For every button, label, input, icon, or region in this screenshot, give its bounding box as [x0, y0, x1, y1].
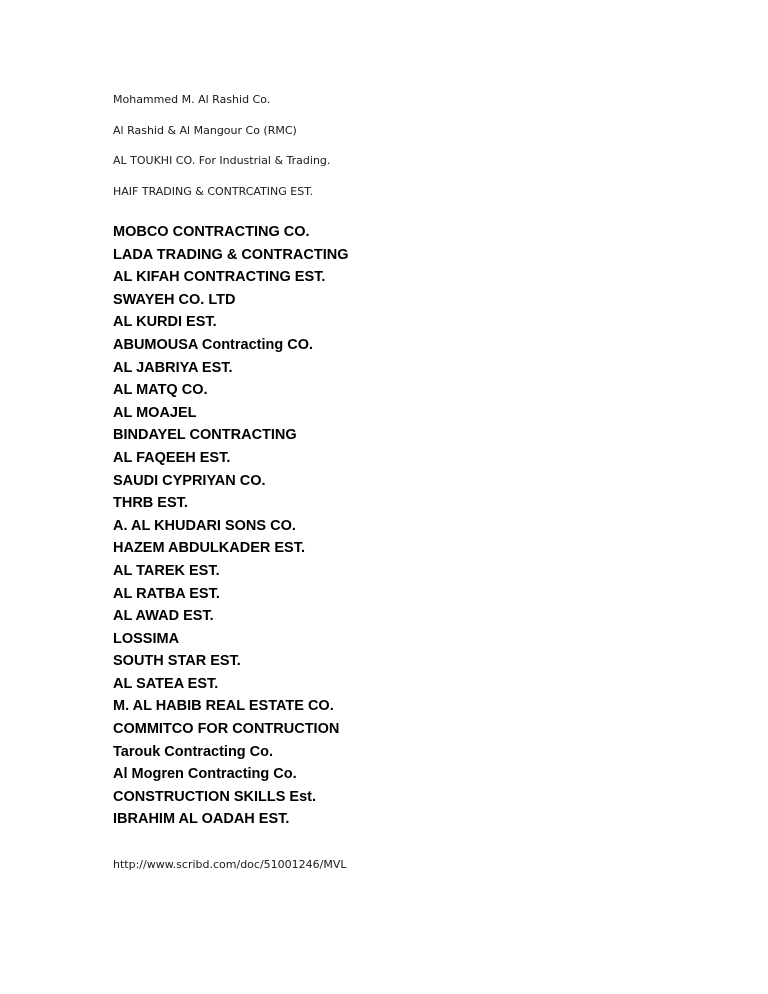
company-list-item: AL TAREK EST.	[113, 562, 220, 579]
company-list-item: A. AL KHUDARI SONS CO.	[113, 517, 296, 534]
company-list-item: AL SATEA EST.	[113, 675, 219, 692]
company-list-item: AL AWAD EST.	[113, 608, 214, 625]
company-list	[113, 222, 348, 832]
company-list-item: AL MATQ CO.	[113, 382, 208, 399]
company-list-item: MOBCO CONTRACTING CO.	[113, 224, 310, 240]
intro-company-list	[113, 91, 330, 213]
company-list-item: M. AL HABIB REAL ESTATE CO.	[113, 698, 334, 715]
company-list-item: ABUMOUSA Contracting CO.	[113, 336, 314, 353]
source-url: http://www.scribd.com/doc/51001246/MVL	[113, 858, 347, 871]
company-list-item: SWAYEH CO. LTD	[113, 291, 236, 308]
intro-list-item: HAIF TRADING & CONTRCATING EST.	[113, 184, 314, 198]
company-list-item: COMMITCO FOR CONTRUCTION	[113, 721, 340, 738]
company-list-item: AL RATBA EST.	[113, 585, 220, 602]
intro-list-item: Al Rashid & Al Mangour Co (RMC)	[113, 123, 297, 137]
company-list-item: AL JABRIYA EST.	[113, 359, 233, 376]
company-list-item: LOSSIMA	[113, 630, 180, 647]
company-list-item: HAZEM ABDULKADER EST.	[113, 540, 305, 557]
intro-list-item: Mohammed M. Al Rashid Co.	[113, 93, 271, 106]
company-list-item: Tarouk Contracting Co.	[113, 743, 274, 760]
company-list-item: AL FAQEEH EST.	[113, 449, 231, 466]
company-list-item: THRB EST.	[113, 495, 188, 512]
company-list-item: AL KIFAH CONTRACTING EST.	[113, 269, 326, 286]
company-list-item: BINDAYEL CONTRACTING	[113, 427, 297, 444]
company-list-item: AL MOAJEL	[113, 404, 197, 421]
company-list-item: AL KURDI EST.	[113, 314, 217, 331]
company-list-item: LADA TRADING & CONTRACTING	[113, 246, 349, 263]
company-list-item: IBRAHIM AL OADAH EST.	[113, 811, 290, 828]
intro-list-item: AL TOUKHI CO. For Industrial & Trading.	[113, 154, 331, 167]
company-list-item: SAUDI CYPRIYAN CO.	[113, 472, 266, 489]
company-list-item: SOUTH STAR EST.	[113, 653, 241, 670]
company-list-item: CONSTRUCTION SKILLS Est.	[113, 788, 317, 805]
company-list-item: Al Mogren Contracting Co.	[113, 766, 297, 783]
